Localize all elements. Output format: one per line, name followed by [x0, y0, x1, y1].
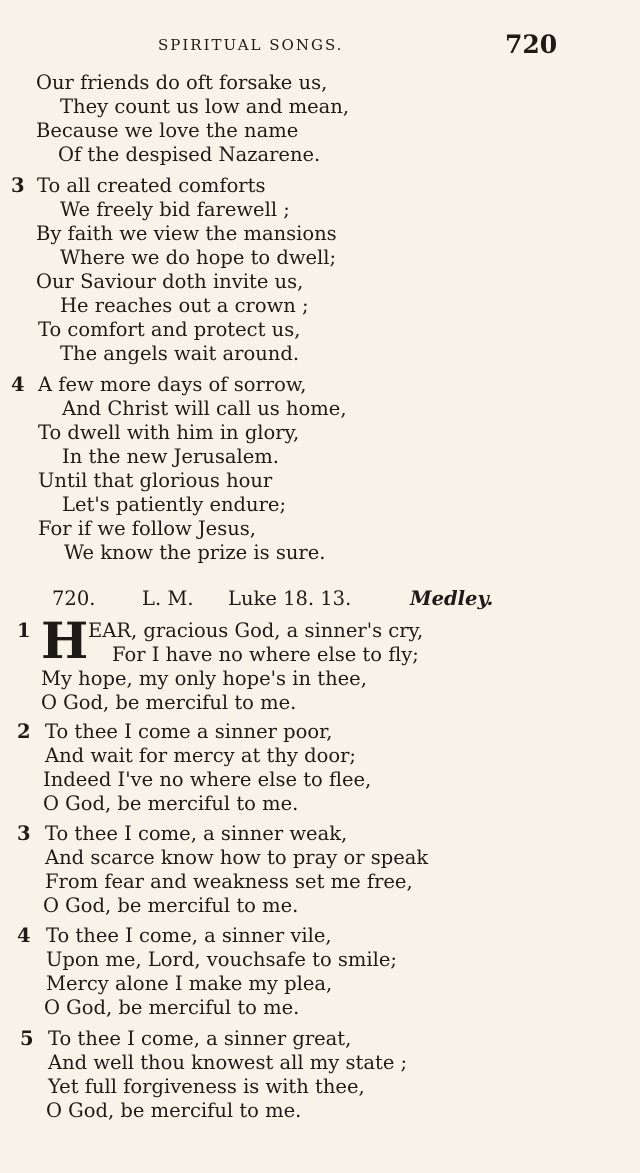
verse-line: To thee I come, a sinner great,	[48, 1027, 352, 1050]
verse-line: Because we love the name	[36, 119, 299, 142]
verse-line: To all created comforts	[37, 174, 266, 197]
verse-line: We know the prize is sure.	[64, 541, 326, 564]
verse-line: Our Saviour doth invite us,	[36, 270, 304, 293]
verse-line: For if we follow Jesus,	[38, 517, 256, 540]
verse-line: O God, be merciful to me.	[44, 996, 300, 1019]
verse-line: And well thou knowest all my state ;	[48, 1051, 408, 1074]
verse-line: O God, be merciful to me.	[43, 792, 299, 815]
verse-line: And scarce know how to pray or speak	[45, 846, 429, 869]
verse-line: To dwell with him in glory,	[38, 421, 300, 444]
verse-number: 3	[11, 174, 25, 197]
verse-line: They count us low and mean,	[60, 95, 350, 118]
drop-cap: H	[41, 611, 89, 670]
hymn-scripture: Luke 18. 13.	[228, 587, 352, 610]
verse-line: My hope, my only hope's in thee,	[41, 667, 367, 690]
verse-number: 1	[17, 619, 31, 642]
verse-line: To thee I come a sinner poor,	[45, 720, 333, 743]
verse-line: Yet full forgiveness is with thee,	[48, 1075, 365, 1098]
verse-number: 5	[20, 1027, 34, 1050]
verse-line: Mercy alone I make my plea,	[46, 972, 333, 995]
verse-line: Of the despised Nazarene.	[58, 143, 321, 166]
verse-number: 4	[11, 373, 25, 396]
verse-line: O God, be merciful to me.	[41, 691, 297, 714]
verse-line: Upon me, Lord, vouchsafe to smile;	[46, 948, 397, 971]
hymn-number: 720.	[52, 587, 96, 610]
verse-number: 3	[17, 822, 31, 845]
verse-line: In the new Jerusalem.	[62, 445, 279, 468]
verse-line: Until that glorious hour	[38, 469, 273, 492]
verse-line: For I have no where else to fly;	[112, 643, 419, 666]
verse-number: 2	[17, 720, 31, 743]
verse-line: To thee I come, a sinner weak,	[45, 822, 348, 845]
verse-line: He reaches out a crown ;	[60, 294, 309, 317]
verse-number: 4	[17, 924, 31, 947]
verse-line: EAR, gracious God, a sinner's cry,	[88, 619, 424, 642]
verse-line: And wait for mercy at thy door;	[45, 744, 357, 767]
verse-line: A few more days of sorrow,	[38, 373, 307, 396]
verse-line: O God, be merciful to me.	[46, 1099, 302, 1122]
hymn-meter: L. M.	[142, 587, 194, 610]
verse-line: The angels wait around.	[60, 342, 300, 365]
verse-line: Our friends do oft forsake us,	[36, 71, 328, 94]
running-head: SPIRITUAL SONGS.	[158, 36, 344, 54]
verse-line: Where we do hope to dwell;	[60, 246, 337, 269]
verse-line: Indeed I've no where else to flee,	[43, 768, 372, 791]
verse-line: And Christ will call us home,	[62, 397, 347, 420]
hymn-tune: Medley.	[410, 587, 494, 610]
verse-line: From fear and weakness set me free,	[45, 870, 413, 893]
verse-line: Let's patiently endure;	[62, 493, 287, 516]
verse-line: We freely bid farewell ;	[60, 198, 290, 221]
verse-line: By faith we view the mansions	[36, 222, 337, 245]
verse-line: To thee I come, a sinner vile,	[46, 924, 332, 947]
verse-line: To comfort and protect us,	[38, 318, 301, 341]
verse-line: O God, be merciful to me.	[43, 894, 299, 917]
page-number: 720	[505, 30, 558, 59]
